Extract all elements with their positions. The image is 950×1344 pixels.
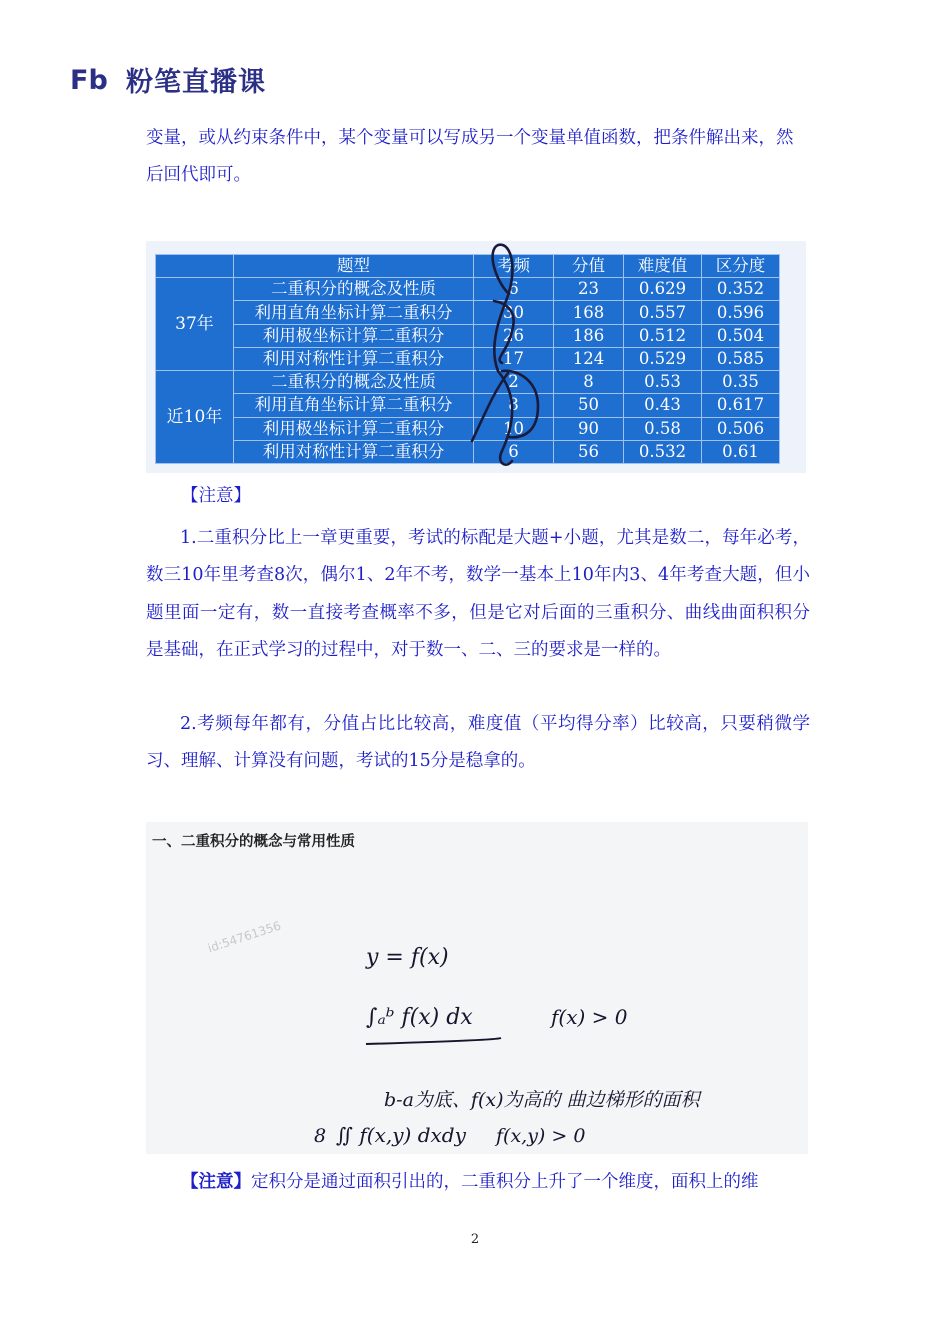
hand-line-2-cond: f(x) > 0 bbox=[551, 1005, 628, 1029]
table-cell: 26 bbox=[474, 324, 554, 347]
table-cell: 0.585 bbox=[702, 347, 780, 370]
svg-text:Fb: Fb bbox=[70, 65, 108, 94]
table-cell: 186 bbox=[554, 324, 624, 347]
hand-line-4: ∬ f(x,y) dxdy bbox=[336, 1123, 466, 1147]
table-cell: 利用极坐标计算二重积分 bbox=[234, 324, 474, 347]
table-header-cell bbox=[156, 255, 234, 278]
table-cell: 30 bbox=[474, 301, 554, 324]
table-row bbox=[156, 324, 780, 347]
table-cell: 10 bbox=[474, 417, 554, 440]
note-paragraph-1: 1.二重积分比上一章更重要，考试的标配是大题+小题，尤其是数二，每年必考，数三10年里考查8次，偶尔1、2年不考，数学一基本上10年内3、4年考查大题，但小题里面一定有，数一直接考查概率不多，但是它对后面的三重积分、曲线曲面积积分是基础，在正式学习的过程中，对于数一、二、三的要求是一样的。 bbox=[146, 528, 810, 661]
table-cell: 56 bbox=[554, 440, 624, 463]
table-cell: 利用极坐标计算二重积分 bbox=[234, 417, 474, 440]
group-label: 37年 bbox=[156, 278, 234, 371]
group-label: 近10年 bbox=[156, 371, 234, 464]
note-2-tag: 【注意】 bbox=[181, 1172, 251, 1192]
table-cell: 168 bbox=[554, 301, 624, 324]
table-cell: 2 bbox=[474, 371, 554, 394]
hand-line-4-prefix: 8 bbox=[314, 1125, 327, 1147]
table-cell: 0.53 bbox=[624, 371, 702, 394]
table-cell: 0.61 bbox=[702, 440, 780, 463]
table-cell: 17 bbox=[474, 347, 554, 370]
fb-logo-icon bbox=[68, 64, 120, 94]
table-row bbox=[156, 394, 780, 417]
stats-table-image bbox=[146, 241, 806, 473]
table-cell: 0.43 bbox=[624, 394, 702, 417]
table-cell: 90 bbox=[554, 417, 624, 440]
hand-line-3: b-a为底、f(x)为高的 曲边梯形的面积 bbox=[384, 1089, 700, 1111]
table-cell: 利用对称性计算二重积分 bbox=[234, 440, 474, 463]
page-number: 2 bbox=[470, 1232, 480, 1247]
brand-name: 粉笔直播课 bbox=[126, 66, 266, 98]
hand-line-2: ∫ₐᵇ f(x) dx bbox=[366, 1005, 473, 1030]
table-cell: 124 bbox=[554, 347, 624, 370]
section-title: 一、二重积分的概念与常用性质 bbox=[152, 834, 355, 850]
table-cell: 0.532 bbox=[624, 440, 702, 463]
table-cell: 利用对称性计算二重积分 bbox=[234, 347, 474, 370]
intro-paragraph: 变量，或从约束条件中，某个变量可以写成另一个变量单值函数，把条件解出来，然后回代即可。 bbox=[146, 128, 794, 185]
table-cell: 利用直角坐标计算二重积分 bbox=[234, 301, 474, 324]
table-cell: 0.529 bbox=[624, 347, 702, 370]
stats-table bbox=[155, 254, 780, 464]
table-cell: 23 bbox=[554, 278, 624, 301]
table-header-row bbox=[156, 255, 780, 278]
table-row bbox=[156, 347, 780, 370]
table-cell: 8 bbox=[554, 371, 624, 394]
note-2-text: 定积分是通过面积引出的，二重积分上升了一个维度，面积上的维 bbox=[251, 1172, 759, 1192]
hand-line-1: y = f(x) bbox=[366, 945, 449, 970]
table-cell: 0.512 bbox=[624, 324, 702, 347]
table-row bbox=[156, 301, 780, 324]
table-cell: 0.629 bbox=[624, 278, 702, 301]
table-cell: 6 bbox=[474, 278, 554, 301]
table-cell: 0.35 bbox=[702, 371, 780, 394]
whiteboard-image bbox=[146, 822, 808, 1154]
table-header-cell: 考频 bbox=[474, 255, 554, 278]
table-row bbox=[156, 371, 780, 394]
brand-logo bbox=[68, 62, 266, 96]
table-cell: 0.504 bbox=[702, 324, 780, 347]
table-cell: 0.557 bbox=[624, 301, 702, 324]
note-2 bbox=[181, 1168, 811, 1193]
hand-line-4-cond: f(x,y) > 0 bbox=[496, 1125, 586, 1147]
table-cell: 二重积分的概念及性质 bbox=[234, 371, 474, 394]
table-cell: 0.596 bbox=[702, 301, 780, 324]
note-heading: 【注意】 bbox=[181, 486, 251, 506]
table-cell: 二重积分的概念及性质 bbox=[234, 278, 474, 301]
table-cell: 0.58 bbox=[624, 417, 702, 440]
table-header-cell: 区分度 bbox=[702, 255, 780, 278]
table-row bbox=[156, 440, 780, 463]
watermark: id:54761356 bbox=[206, 918, 283, 956]
table-row bbox=[156, 278, 780, 301]
handwriting-canvas bbox=[146, 822, 808, 1154]
table-cell: 利用直角坐标计算二重积分 bbox=[234, 394, 474, 417]
table-header-cell: 难度值 bbox=[624, 255, 702, 278]
table-cell: 8 bbox=[474, 394, 554, 417]
table-cell: 0.352 bbox=[702, 278, 780, 301]
table-cell: 0.506 bbox=[702, 417, 780, 440]
note-paragraph-2: 2.考频每年都有，分值占比比较高，难度值（平均得分率）比较高，只要稍微学习、理解、计算没有问题，考试的15分是稳拿的。 bbox=[146, 714, 810, 772]
table-cell: 50 bbox=[554, 394, 624, 417]
table-row bbox=[156, 417, 780, 440]
table-header-cell: 分值 bbox=[554, 255, 624, 278]
table-cell: 0.617 bbox=[702, 394, 780, 417]
table-header-cell: 题型 bbox=[234, 255, 474, 278]
hand-underline bbox=[366, 1038, 501, 1044]
table-cell: 6 bbox=[474, 440, 554, 463]
